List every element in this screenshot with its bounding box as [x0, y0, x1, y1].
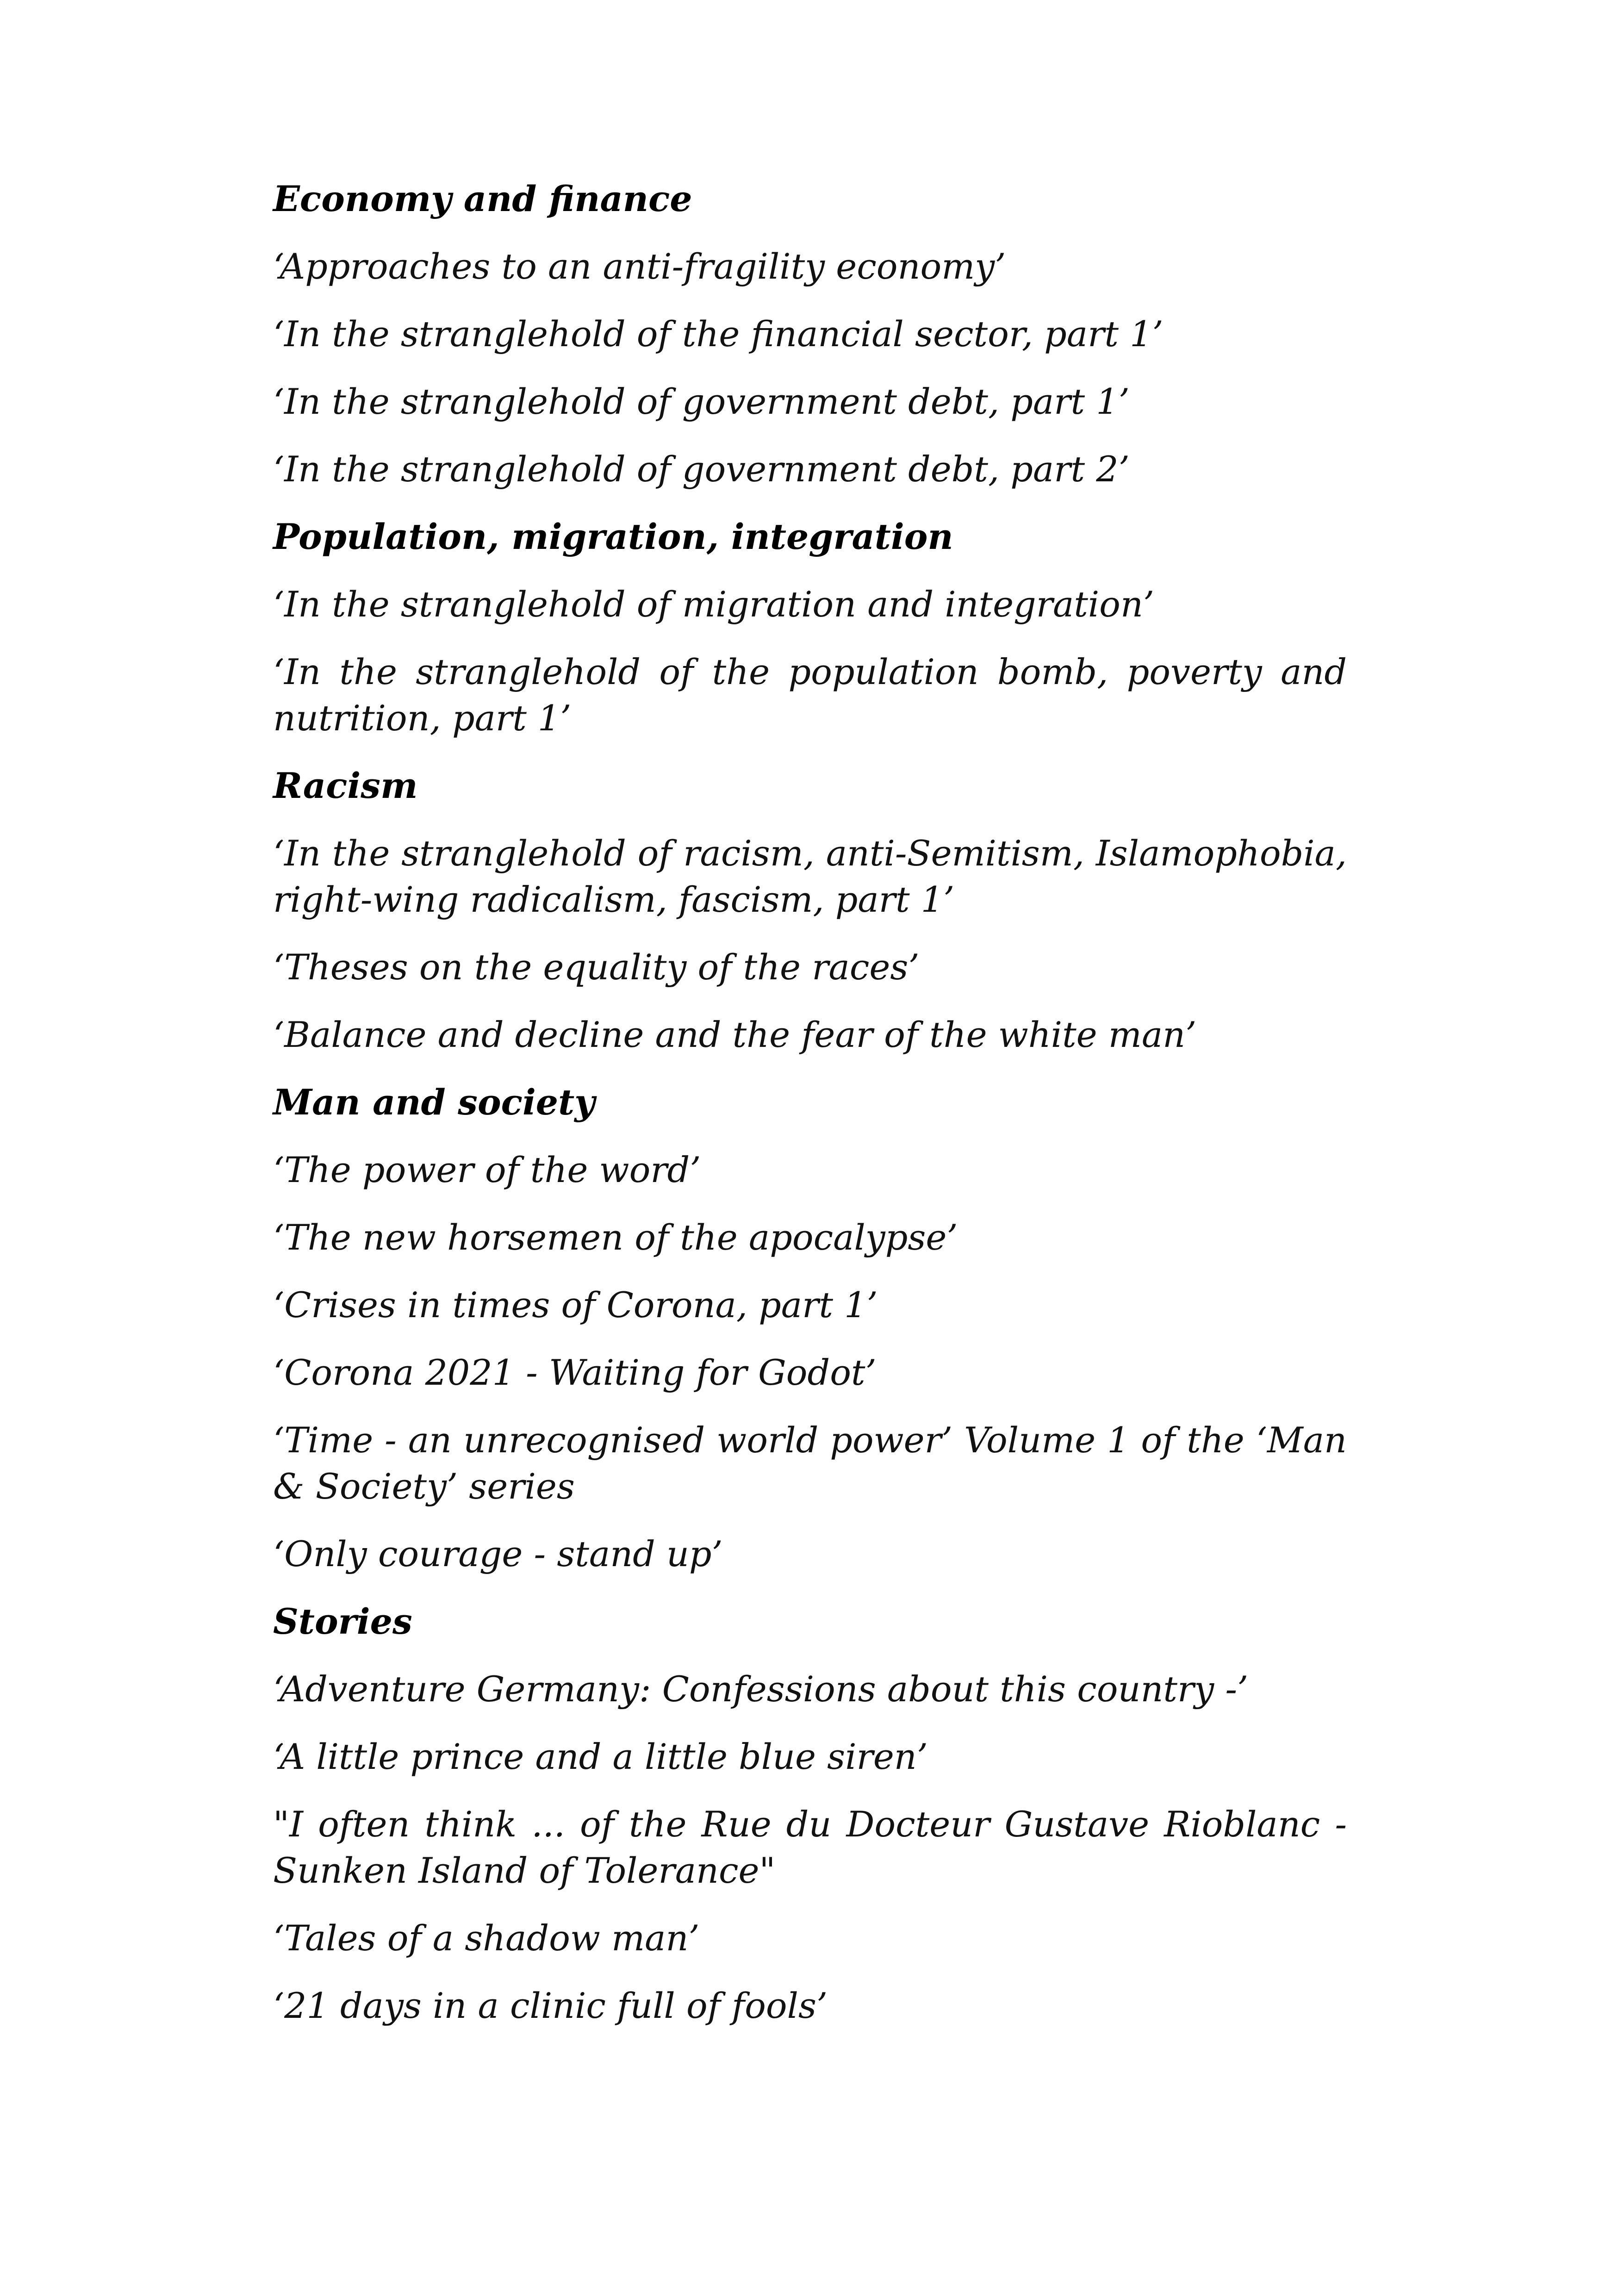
book-title: ‘Only courage - stand up’	[273, 1533, 723, 1574]
section-man-and-society	[273, 1079, 1347, 1577]
book-title: ‘A little prince and a little blue siren’	[273, 1736, 928, 1777]
book-title: ‘Approaches to an anti-fragility economy’	[273, 246, 1006, 287]
book-title: ‘In the stranglehold of migration and integration’	[273, 584, 1155, 625]
section-heading: Man and society	[273, 1082, 595, 1123]
section-heading: Stories	[273, 1601, 412, 1642]
book-title: ‘The new horsemen of the apocalypse’	[273, 1217, 958, 1258]
section-racism	[273, 763, 1347, 1058]
book-title: ‘Time - an unrecognised world power’ Volume 1 of the ‘Man & Society’ series	[273, 1419, 1347, 1507]
book-title: ‘Balance and decline and the fear of the white man’	[273, 1014, 1197, 1055]
book-title: ‘In the stranglehold of government debt, part 1’	[273, 381, 1130, 422]
book-list-page	[273, 176, 1347, 2050]
book-title: ‘Crises in times of Corona, part 1’	[273, 1284, 878, 1325]
book-title: ‘21 days in a clinic full of fools’	[273, 1985, 828, 2026]
book-title: ‘Tales of a shadow man’	[273, 1917, 700, 1959]
section-heading: Racism	[273, 765, 418, 806]
book-title: ‘Corona 2021 - Waiting for Godot’	[273, 1352, 877, 1393]
book-title: ‘The power of the word’	[273, 1149, 701, 1190]
book-title: ‘In the stranglehold of government debt, part 2’	[273, 448, 1130, 490]
section-economy-and-finance	[273, 176, 1347, 492]
book-title: ‘In the stranglehold of the population bomb, poverty and nutrition, part 1’	[273, 651, 1347, 739]
book-title: ‘In the stranglehold of the financial sector, part 1’	[273, 313, 1164, 355]
book-title: "I often think ... of the Rue du Docteur Gustave Rioblanc - Sunken Island of Tolerance"	[273, 1804, 1347, 1891]
section-heading: Economy and finance	[273, 178, 692, 219]
section-population-migration-integration	[273, 514, 1347, 741]
book-title: ‘Theses on the equality of the races’	[273, 946, 920, 988]
book-title: ‘Adventure Germany: Confessions about this country -’	[273, 1668, 1249, 1710]
book-title: ‘In the stranglehold of racism, anti-Semitism, Islamophobia, right-wing radicalism, fascism, part 1’	[273, 833, 1347, 920]
section-heading: Population, migration, integration	[273, 516, 953, 557]
section-stories	[273, 1599, 1347, 2029]
